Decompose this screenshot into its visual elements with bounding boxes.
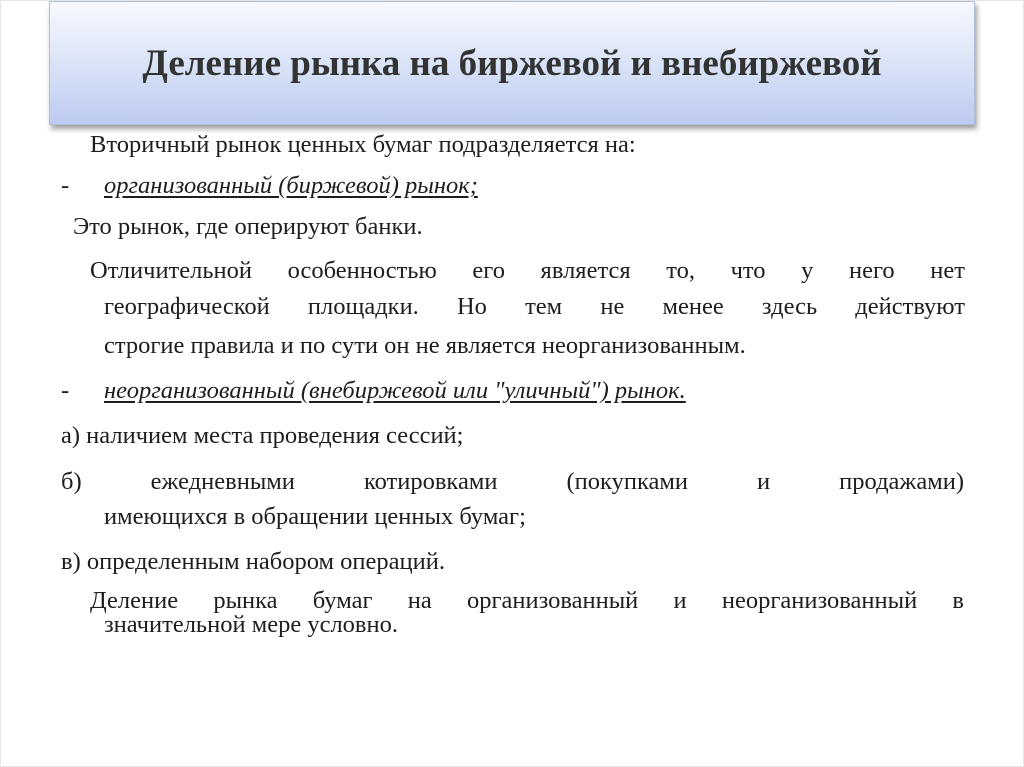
point-b-line-2: имеющихся в обращении ценных бумаг; [104, 503, 526, 530]
distinct-line-3: строгие правила и по сути он не является неорганизованным. [104, 332, 746, 359]
item-unorganized-market: неорганизованный (внебиржевой или "уличный") рынок. [104, 377, 686, 404]
item-organized-market: организованный (биржевой) рынок; [104, 172, 478, 199]
conclusion-line-1: Деление рынка бумаг на организованный и неорганизованный в [90, 587, 964, 614]
point-a: а) наличием места проведения сессий; [61, 422, 464, 449]
intro-text: Вторичный рынок ценных бумаг подразделяется на: [90, 131, 636, 158]
bullet-dash: - [61, 172, 70, 199]
title-box [49, 1, 975, 125]
bullet-dash: - [61, 377, 70, 404]
point-c: в) определенным набором операций. [61, 548, 445, 575]
slide-title: Деление рынка на биржевой и внебиржевой [142, 42, 882, 84]
conclusion-line-2: значительной мере условно. [104, 611, 398, 638]
point-b-line-1: б) ежедневными котировками (покупками и продажами) [61, 468, 964, 495]
distinct-line-2: географической площадки. Но тем не менее здесь действуют [104, 293, 965, 320]
banks-note: Это рынок, где оперируют банки. [73, 213, 423, 240]
distinct-line-1: Отличительной особенностью его является то, что у него нет [90, 257, 965, 284]
